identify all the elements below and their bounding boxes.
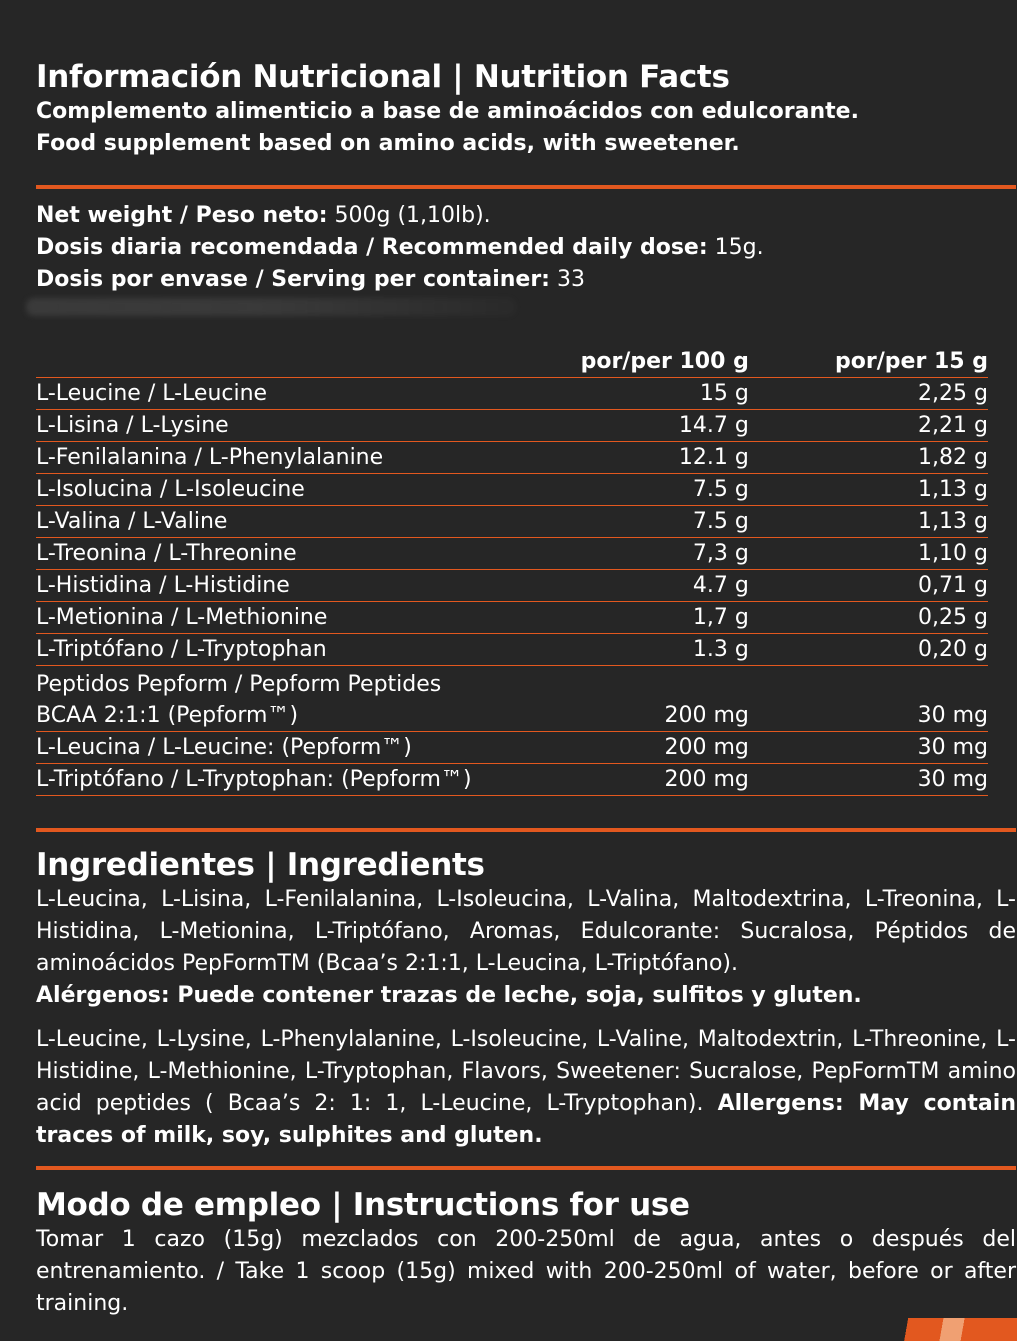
- value-per-100g: 15 g: [472, 378, 749, 410]
- meta-block: [36, 200, 1016, 296]
- nutrient-name: L-Metionina / L-Methionine: [36, 602, 472, 634]
- table-row: [36, 410, 988, 442]
- table-row: [36, 700, 988, 732]
- nutrient-name: L-Leucine / L-Leucine: [36, 378, 472, 410]
- nutrition-table: [36, 346, 988, 796]
- nutrient-name: L-Valina / L-Valine: [36, 506, 472, 538]
- subtitle-es: Complemento alimenticio a base de aminoácidos con edulcorante.: [36, 99, 859, 124]
- allergens-es-text: Alérgenos: Puede contener trazas de leche, soja, sulfitos y gluten.: [36, 983, 862, 1008]
- table-row: [36, 570, 988, 602]
- nutrient-name: L-Lisina / L-Lysine: [36, 410, 472, 442]
- value-per-100g: 1.3 g: [472, 634, 749, 666]
- ingredients-es: [36, 884, 1016, 980]
- value-per-100g: 200 mg: [472, 732, 749, 764]
- net-weight-label: Net weight / Peso neto:: [36, 203, 328, 228]
- instructions-title: Modo de empleo | Instructions for use: [36, 1187, 690, 1223]
- nutrient-name: L-Histidina / L-Histidine: [36, 570, 472, 602]
- nutrient-name: L-Fenilalanina / L-Phenylalanine: [36, 442, 472, 474]
- divider: [36, 1166, 1016, 1170]
- daily-dose-value: 15g.: [707, 235, 764, 260]
- value-per-15g: 30 mg: [749, 732, 988, 764]
- value-per-15g: 30 mg: [749, 764, 988, 796]
- col-header-15g: por/per 15 g: [749, 346, 988, 378]
- divider: [36, 185, 1016, 189]
- value-per-100g: 200 mg: [472, 700, 749, 732]
- servings-value: 33: [549, 267, 585, 292]
- value-per-15g: 1,13 g: [749, 474, 988, 506]
- ingredients-en: [36, 1024, 1016, 1152]
- servings: [36, 264, 1016, 296]
- value-per-100g: 7,3 g: [472, 538, 749, 570]
- value-per-15g: 0,25 g: [749, 602, 988, 634]
- value-per-15g: 2,21 g: [749, 410, 988, 442]
- value-per-100g: 200 mg: [472, 764, 749, 796]
- nutrition-label: [36, 58, 1016, 1320]
- value-per-15g: 1,13 g: [749, 506, 988, 538]
- peptides-title: Peptidos Pepform / Pepform Peptides: [36, 672, 442, 697]
- nutrient-name: L-Leucina / L-Leucine: (Pepform™): [36, 732, 472, 764]
- table-row: [36, 538, 988, 570]
- table-row: [36, 634, 988, 666]
- nutrient-name: L-Isolucina / L-Isoleucine: [36, 474, 472, 506]
- value-per-100g: 14.7 g: [472, 410, 749, 442]
- allergens-es: [36, 980, 1016, 1012]
- nutrient-name: BCAA 2:1:1 (Pepform™): [36, 700, 472, 732]
- value-per-100g: 12.1 g: [472, 442, 749, 474]
- value-per-100g: 4.7 g: [472, 570, 749, 602]
- ingredients-title: Ingredientes | Ingredients: [36, 847, 485, 883]
- nutrient-name: L-Treonina / L-Threonine: [36, 538, 472, 570]
- table-row: [36, 442, 988, 474]
- value-per-15g: 1,82 g: [749, 442, 988, 474]
- net-weight-value: 500g (1,10lb).: [327, 203, 491, 228]
- table-row: [36, 764, 988, 796]
- value-per-15g: 30 mg: [749, 700, 988, 732]
- net-weight: [36, 200, 1016, 232]
- allergens-en-text: Allergens: May contain traces of milk, soy, sulphites and gluten.: [36, 1091, 1016, 1148]
- instructions-text: Tomar 1 cazo (15g) mezclados con 200-250ml de agua, antes o después del entrenamiento. / Take 1 scoop (15g) mixed with 200-250ml of water, before or after training.: [36, 1227, 1016, 1316]
- value-per-100g: 7.5 g: [472, 506, 749, 538]
- value-per-15g: 1,10 g: [749, 538, 988, 570]
- col-header-100g: por/per 100 g: [472, 346, 749, 378]
- value-per-15g: 2,25 g: [749, 378, 988, 410]
- table-row: [36, 732, 988, 764]
- value-per-100g: 7.5 g: [472, 474, 749, 506]
- daily-dose-label: Dosis diaria recomendada / Recommended daily dose:: [36, 235, 708, 260]
- table-row: [36, 506, 988, 538]
- ingredients-es-text: L-Leucina, L-Lisina, L-Fenilalanina, L-Isoleucina, L-Valina, Maltodextrina, L-Treonina, L-Histidina, L-Metionina, L-Triptófano, Aromas, Edulcorante: Sucralosa, Péptidos de aminoácidos PepFormTM (Bcaa’s 2:1:1, L-Leucina, L-Triptófano).: [36, 887, 1016, 976]
- table-row: [36, 474, 988, 506]
- subtitle-en: Food supplement based on amino acids, with sweetener.: [36, 131, 740, 156]
- ingredients-en-text: L-Leucine, L-Lysine, L-Phenylalanine, L-Isoleucine, L-Valine, Maltodextrin, L-Threonine, L-Histidine, L-Methionine, L-Tryptophan, Flavors, Sweetener: Sucralose, PepFormTM amino acid peptides ( Bcaa’s 2: 1: 1, L-Leucine, L-Tryptophan).: [36, 1027, 1016, 1116]
- value-per-15g: 0,20 g: [749, 634, 988, 666]
- value-per-15g: 0,71 g: [749, 570, 988, 602]
- table-row: [36, 378, 988, 410]
- daily-dose: [36, 232, 1016, 264]
- decorative-stripe: [880, 1318, 1017, 1341]
- divider: [36, 828, 1016, 832]
- nutrient-name: L-Triptófano / L-Tryptophan: [36, 634, 472, 666]
- servings-label: Dosis por envase / Serving per container:: [36, 267, 550, 292]
- blurred-flavor-line: [36, 296, 1016, 324]
- label-title: Información Nutricional | Nutrition Facts: [36, 59, 730, 95]
- value-per-100g: 1,7 g: [472, 602, 749, 634]
- table-row: [36, 602, 988, 634]
- nutrient-name: L-Triptófano / L-Tryptophan: (Pepform™): [36, 764, 472, 796]
